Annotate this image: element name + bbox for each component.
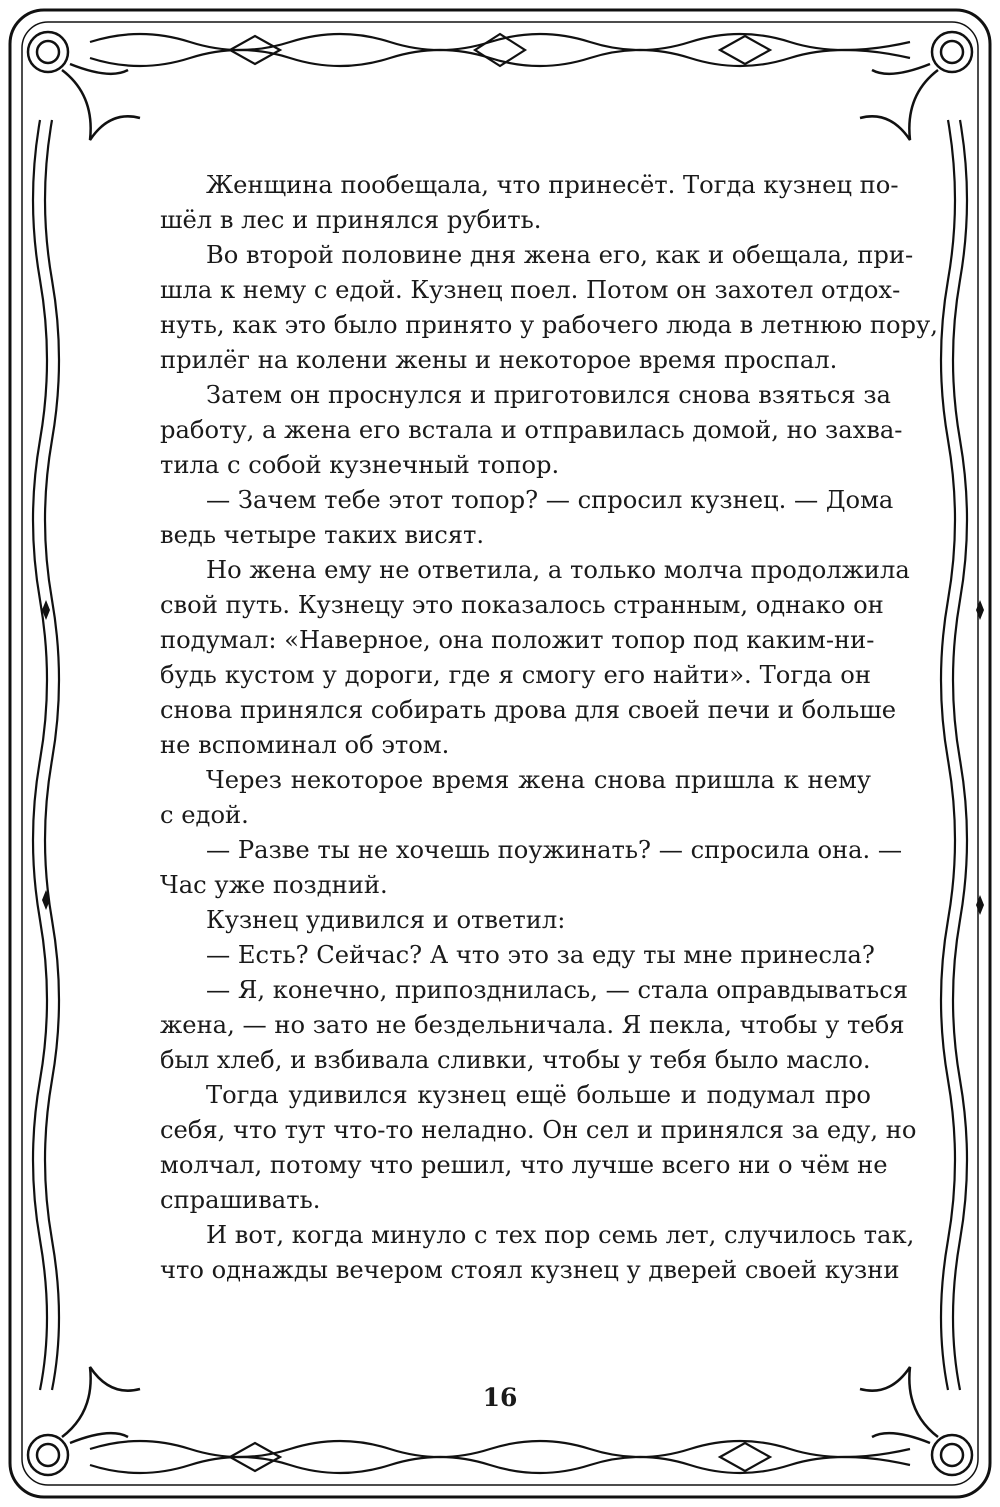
text-line: нуть, как это было принято у рабочего люда в летнюю пору,: [160, 311, 938, 339]
text-line: Но жена ему не ответила, а только молча продолжила: [206, 556, 910, 584]
text-line: жена, — но зато не бездельничала. Я пекла, чтобы у тебя: [160, 1011, 905, 1039]
text-line: — Я, конечно, припозднилась, — стала оправдываться: [206, 976, 909, 1004]
text-line: Час уже поздний.: [160, 871, 388, 899]
text-line: — Разве ты не хочешь поужинать? — спросила она. —: [206, 836, 903, 864]
text-line: шёл в лес и принялся рубить.: [160, 206, 542, 234]
text-line: прилёг на колени жены и некоторое время проспал.: [160, 346, 838, 374]
text-line: подумал: «Наверное, она положит топор под каким-ни-: [160, 626, 875, 654]
text-line: с едой.: [160, 801, 249, 829]
text-line: ведь четыре таких висят.: [160, 521, 485, 549]
text-line: себя, что тут что-то неладно. Он сел и принялся за еду, но: [160, 1116, 917, 1144]
text-line: Кузнец удивился и ответил:: [206, 906, 566, 934]
text-line: был хлеб, и взбивала сливки, чтобы у тебя было масло.: [160, 1046, 871, 1074]
text-line: Женщина пообещала, что принесёт. Тогда кузнец по-: [206, 171, 899, 199]
text-line: Затем он проснулся и приготовился снова взяться за: [206, 381, 891, 409]
text-line: спрашивать.: [160, 1186, 321, 1214]
text-line: снова принялся собирать дрова для своей печи и больше: [160, 696, 897, 724]
text-line: свой путь. Кузнецу это показалось странным, однако он: [160, 591, 884, 619]
text-line: тила с собой кузнечный топор.: [160, 451, 560, 479]
text-line: работу, а жена его встала и отправилась домой, но захва-: [160, 416, 903, 444]
text-line: Во второй половине дня жена его, как и обещала, при-: [206, 241, 914, 269]
text-line: не вспоминал об этом.: [160, 731, 450, 759]
text-line: — Есть? Сейчас? А что это за еду ты мне принесла?: [206, 941, 875, 969]
text-line: Тогда удивился кузнец ещё больше и подумал про: [206, 1081, 871, 1109]
text-line: будь кустом у дороги, где я смогу его найти». Тогда он: [160, 661, 871, 689]
text-line: И вот, когда минуло с тех пор семь лет, случилось так,: [206, 1221, 915, 1249]
text-line: шла к нему с едой. Кузнец поел. Потом он захотел отдох-: [160, 276, 901, 304]
page-number: 16: [482, 1383, 518, 1412]
text-line: — Зачем тебе этот топор? — спросил кузнец. — Дома: [206, 486, 894, 514]
text-line: Через некоторое время жена снова пришла к нему: [206, 766, 871, 794]
text-line: молчал, потому что решил, что лучше всего ни о чём не: [160, 1151, 888, 1179]
text-line: что однажды вечером стоял кузнец у дверей своей кузни: [160, 1256, 900, 1284]
